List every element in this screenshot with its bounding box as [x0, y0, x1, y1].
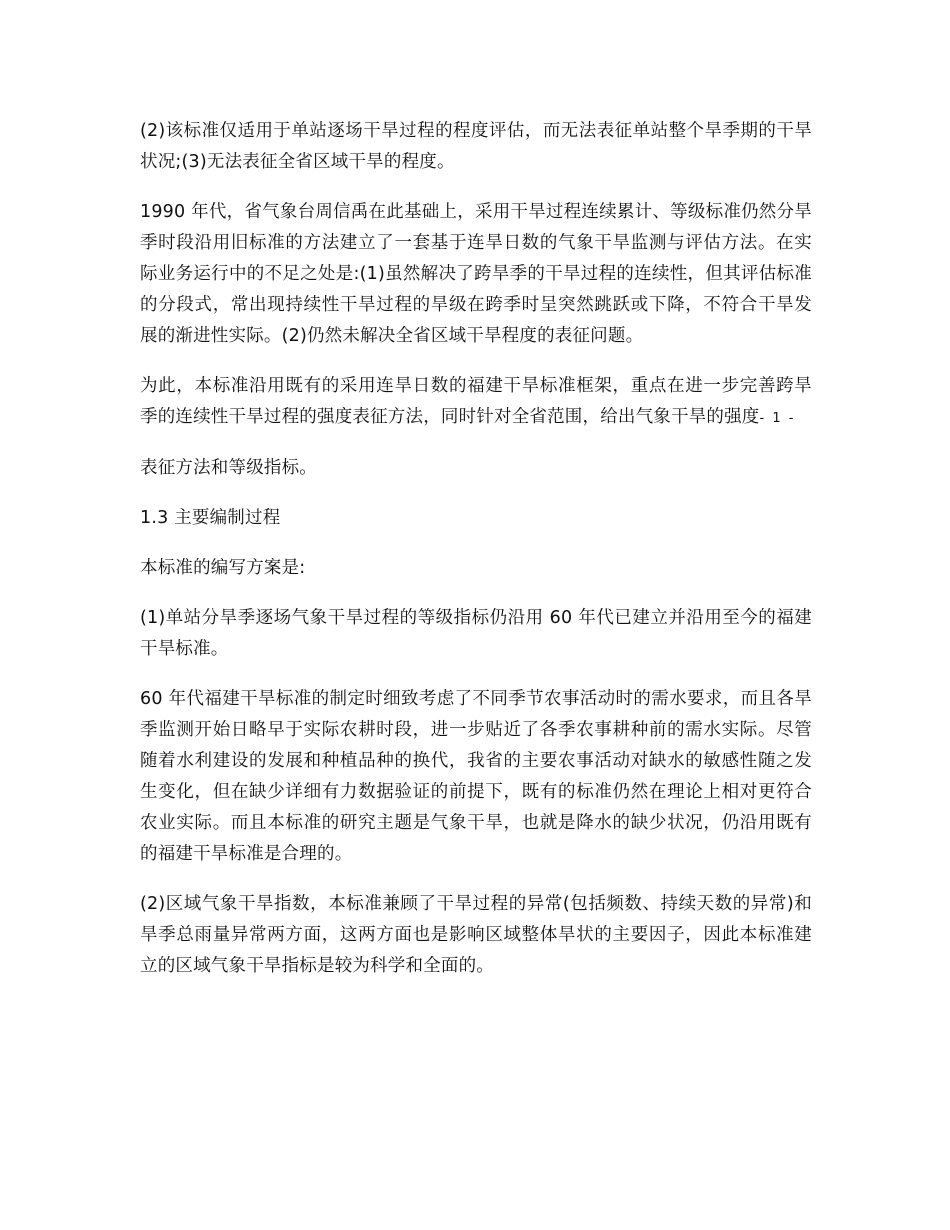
section-heading: 1.3 主要编制过程 [140, 508, 281, 528]
paragraph-1990s-method: 1990 年代，省气象台周信禹在此基础上，采用干旱过程连续累计、等级标准仍然分旱季时段沿用旧标准的方法建立了一套基于连旱日数的气象干旱监测与评估方法。在实际业务运行中的不足之处是:(1)虽然解决了跨旱季的干旱过程的连续性，但其评估标准的分段式，常出现持续性干旱过程的旱级在跨季时呈突然跳跃或下降，不符合干旱发展的渐进性实际。(2)仍然未解决全省区域干旱程度的表征问题。 [140, 202, 812, 346]
paragraph-60s-standard: 60 年代福建干旱标准的制定时细致考虑了不同季节农事活动时的需水要求，而且各旱季监测开始日略早于实际农耕时段，进一步贴近了各季农事耕种前的需水实际。尽管随着水利建设的发展和种植品种的换代，我省的主要农事活动对缺水的敏感性随之发生变化，但在缺少详细有力数据验证的前提下，既有的标准仍然在理论上相对更符合农业实际。而且本标准的研究主题是气象干旱，也就是降水的缺少状况，仍沿用既有的福建干旱标准是合理的。 [140, 689, 812, 864]
paragraph-purpose-text: 为此，本标准沿用既有的采用连旱日数的福建干旱标准框架，重点在进一步完善跨旱季的连续性干旱过程的强度表征方法，同时针对全省范围，给出气象干旱的强度 [140, 376, 812, 427]
paragraph-continuation: 表征方法和等级指标。 [140, 458, 317, 478]
paragraph-scheme-1: (1)单站分旱季逐场气象干旱过程的等级指标仍沿用 60 年代已建立并沿用至今的福建干旱标准。 [140, 608, 812, 659]
paragraph-limitations: (2)该标准仅适用于单站逐场干旱过程的程度评估，而无法表征单站整个旱季期的干旱状况;(3)无法表征全省区域干旱的程度。 [140, 121, 812, 172]
page-number: - 1 - [759, 411, 796, 426]
paragraph-scheme-intro: 本标准的编写方案是: [140, 558, 306, 578]
document-page [140, 116, 812, 1001]
paragraph-purpose [140, 371, 812, 434]
paragraph-scheme-2: (2)区域气象干旱指数，本标准兼顾了干旱过程的异常(包括频数、持续天数的异常)和旱季总雨量异常两方面，这两方面也是影响区域整体旱状的主要因子，因此本标准建立的区域气象干旱指标是较为科学和全面的。 [140, 894, 812, 976]
